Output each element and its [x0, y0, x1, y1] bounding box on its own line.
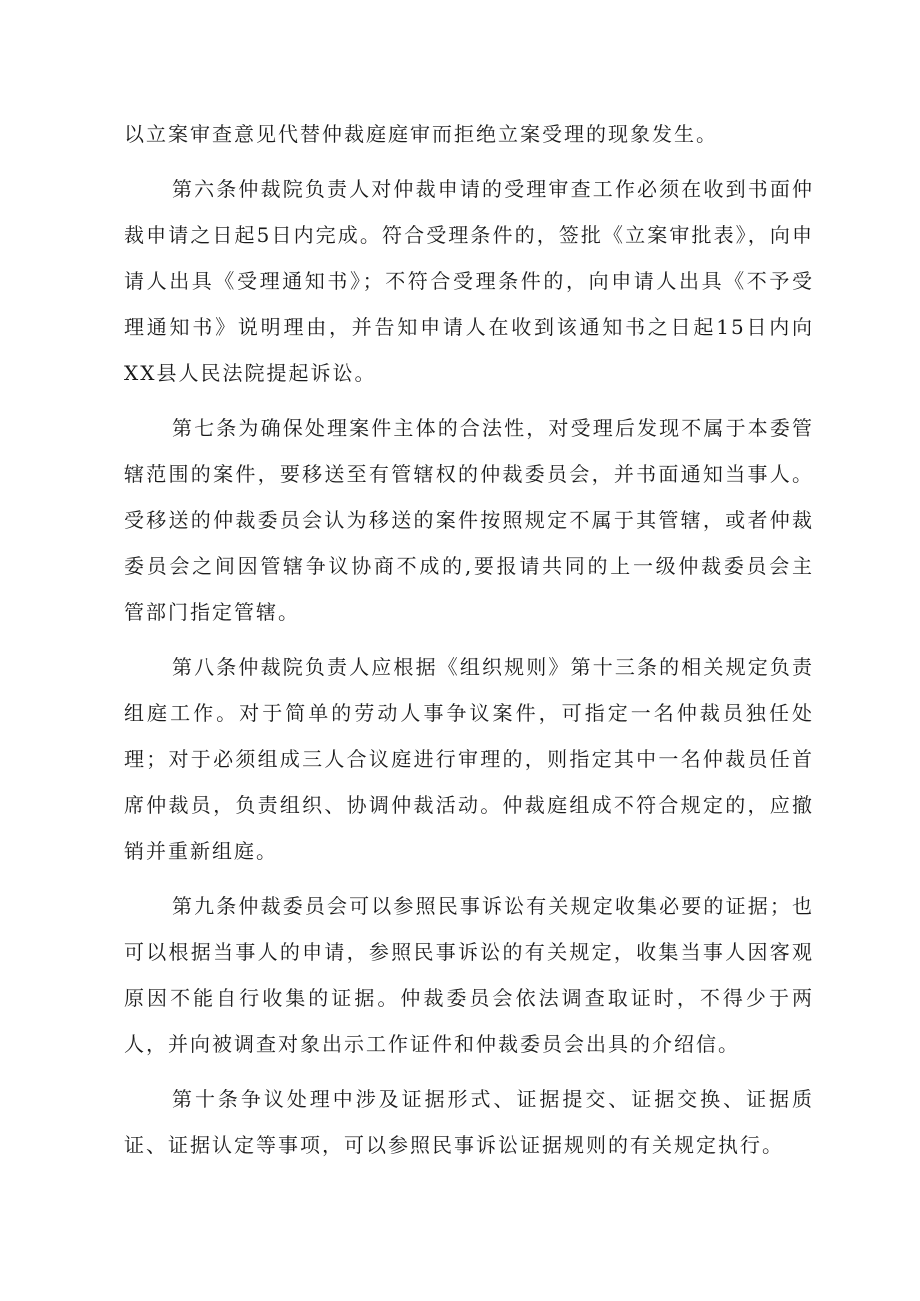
paragraph-article-9: 第九条仲裁委员会可以参照民事诉讼有关规定收集必要的证据；也可以根据当事人的申请，参照民事诉讼的有关规定，收集当事人因客观原因不能自行收集的证据。仲裁委员会依法调查取证时，不得少于两人，并向被调查对象出示工作证件和仲裁委员会出具的介绍信。 — [124, 894, 814, 1056]
paragraph-article-10: 第十条争议处理中涉及证据形式、证据提交、证据交换、证据质证、证据认定等事项，可以参照民事诉讼证据规则的有关规定执行。 — [124, 1087, 814, 1157]
paragraph-article-7: 第七条为确保处理案件主体的合法性，对受理后发现不属于本委管辖范围的案件，要移送至有管辖权的仲裁委员会，并书面通知当事人。受移送的仲裁委员会认为移送的案件按照规定不属于其管辖，或者仲裁委员会之间因管辖争议协商不成的,要报请共同的上一级仲裁委员会主管部门指定管辖。 — [124, 416, 814, 624]
paragraph-continuation: 以立案审查意见代替仲裁庭庭审而拒绝立案受理的现象发生。 — [124, 122, 718, 146]
paragraph-article-8: 第八条仲裁院负责人应根据《组织规则》第十三条的相关规定负责组庭工作。对于简单的劳动人事争议案件，可指定一名仲裁员独任处理；对于必须组成三人合议庭进行审理的，则指定其中一名仲裁员任首席仲裁员，负责组织、协调仲裁活动。仲裁庭组成不符合规定的，应撤销并重新组庭。 — [124, 655, 814, 863]
paragraph-article-6: 第六条仲裁院负责人对仲裁申请的受理审查工作必须在收到书面仲裁申请之日起5日内完成。符合受理条件的，签批《立案审批表》，向申请人出具《受理通知书》；不符合受理条件的，向申请人出具《不予受理通知书》说明理由，并告知申请人在收到该通知书之日起15日内向XX县人民法院提起诉讼。 — [124, 177, 814, 385]
document-body — [124, 111, 814, 1177]
